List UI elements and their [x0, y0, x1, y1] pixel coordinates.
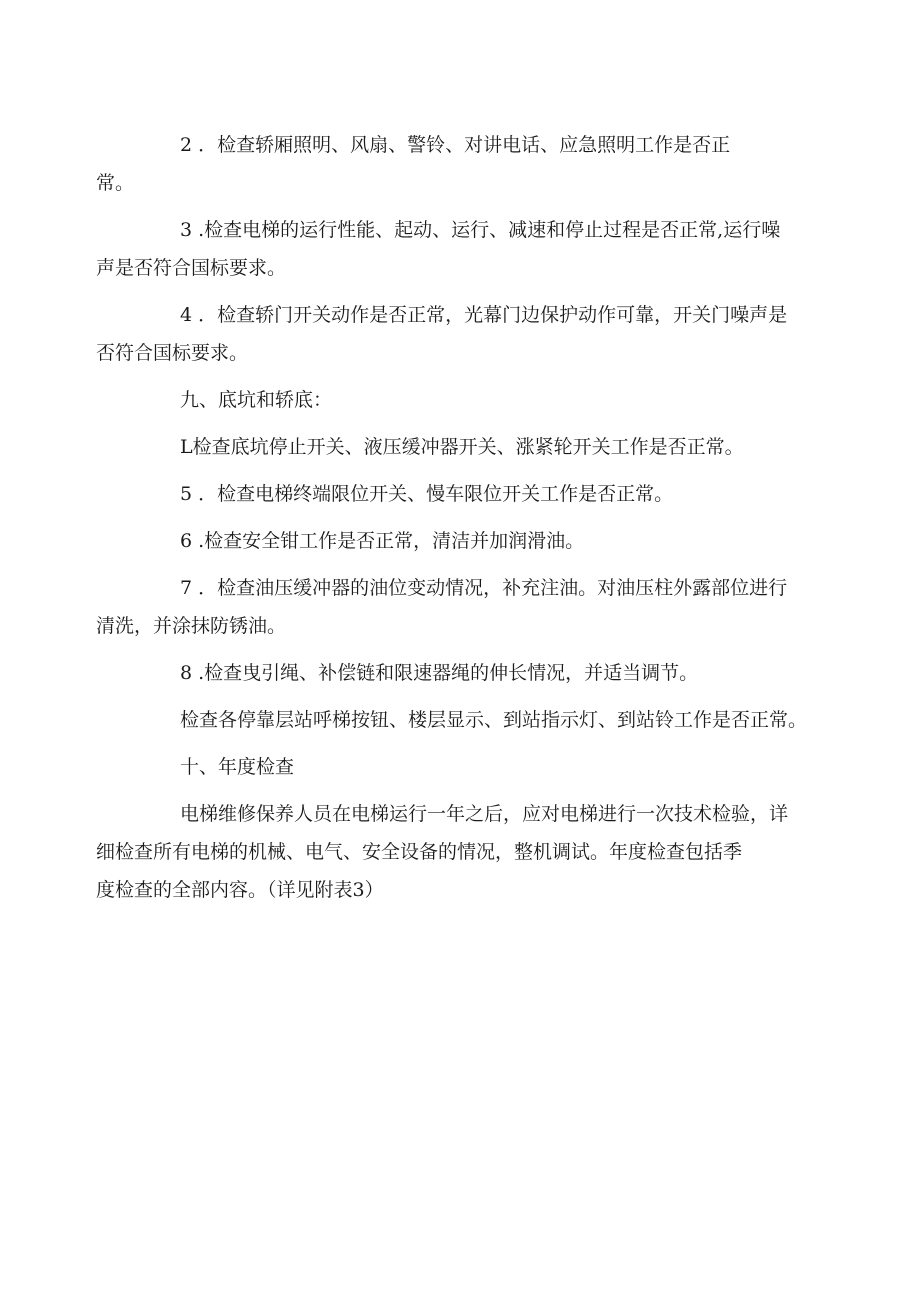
- text-line: 清洗，并涂抹防锈油。: [96, 615, 287, 637]
- paragraph-item-4-check-car-door: [96, 296, 838, 372]
- paragraph-item-3-check-running-performance: [96, 211, 838, 287]
- paragraph-annual-inspection-description: [96, 795, 838, 909]
- text-line: 检查各停靠层站呼梯按钮、楼层显示、到站指示灯、到站铃工作是否正常。: [180, 709, 808, 731]
- text-line: 7 ．检查油压缓冲器的油位变动情况，补充注油。对油压柱外露部位进行: [180, 577, 788, 599]
- text-line: 声是否符合国标要求。: [96, 257, 287, 279]
- text-line: 3 .检查电梯的运行性能、起动、运行、减速和停止过程是否正常,运行噪: [180, 219, 781, 241]
- text-line: 细检查所有电梯的机械、电气、安全设备的情况，整机调试。年度检查包括季: [96, 841, 743, 863]
- text-line: 九、底坑和轿底：: [180, 389, 333, 411]
- paragraph-item-7-check-oil-buffer: [96, 569, 838, 645]
- text-line: 6 .检查安全钳工作是否正常，清洁并加润滑油。: [180, 530, 585, 552]
- text-line: L检查底坑停止开关、液压缓冲器开关、涨紧轮开关工作是否正常。: [180, 436, 744, 458]
- text-line: 度检查的全部内容。（详见附表3）: [96, 879, 384, 901]
- section-heading-pit-and-car-bottom: [138, 381, 838, 419]
- text-line: 常。: [96, 172, 135, 194]
- text-line: 2 ．检查轿厢照明、风扇、警铃、对讲电话、应急照明工作是否正: [180, 134, 731, 156]
- text-line: 8 .检查曳引绳、补偿链和限速器绳的伸长情况，并适当调节。: [180, 662, 699, 684]
- paragraph-check-landing-buttons: [138, 701, 838, 739]
- document-body: [96, 126, 838, 918]
- text-line: 电梯维修保养人员在电梯运行一年之后，应对电梯进行一次技术检验，详: [180, 803, 789, 825]
- paragraph-item-1-check-pit-switches: [138, 428, 838, 466]
- text-line: 5 ．检查电梯终端限位开关、慢车限位开关工作是否正常。: [180, 483, 674, 505]
- section-heading-annual-inspection: [138, 748, 838, 786]
- paragraph-item-5-check-limit-switches: [138, 475, 838, 513]
- paragraph-item-2-check-car-lighting: [96, 126, 838, 202]
- text-line: 十、年度检查: [180, 756, 295, 778]
- paragraph-item-6-check-safety-gear: [138, 522, 838, 560]
- text-line: 否符合国标要求。: [96, 342, 249, 364]
- paragraph-item-8-check-ropes: [138, 654, 838, 692]
- text-line: 4 ．检查轿门开关动作是否正常，光幕门边保护动作可靠，开关门噪声是: [180, 304, 788, 326]
